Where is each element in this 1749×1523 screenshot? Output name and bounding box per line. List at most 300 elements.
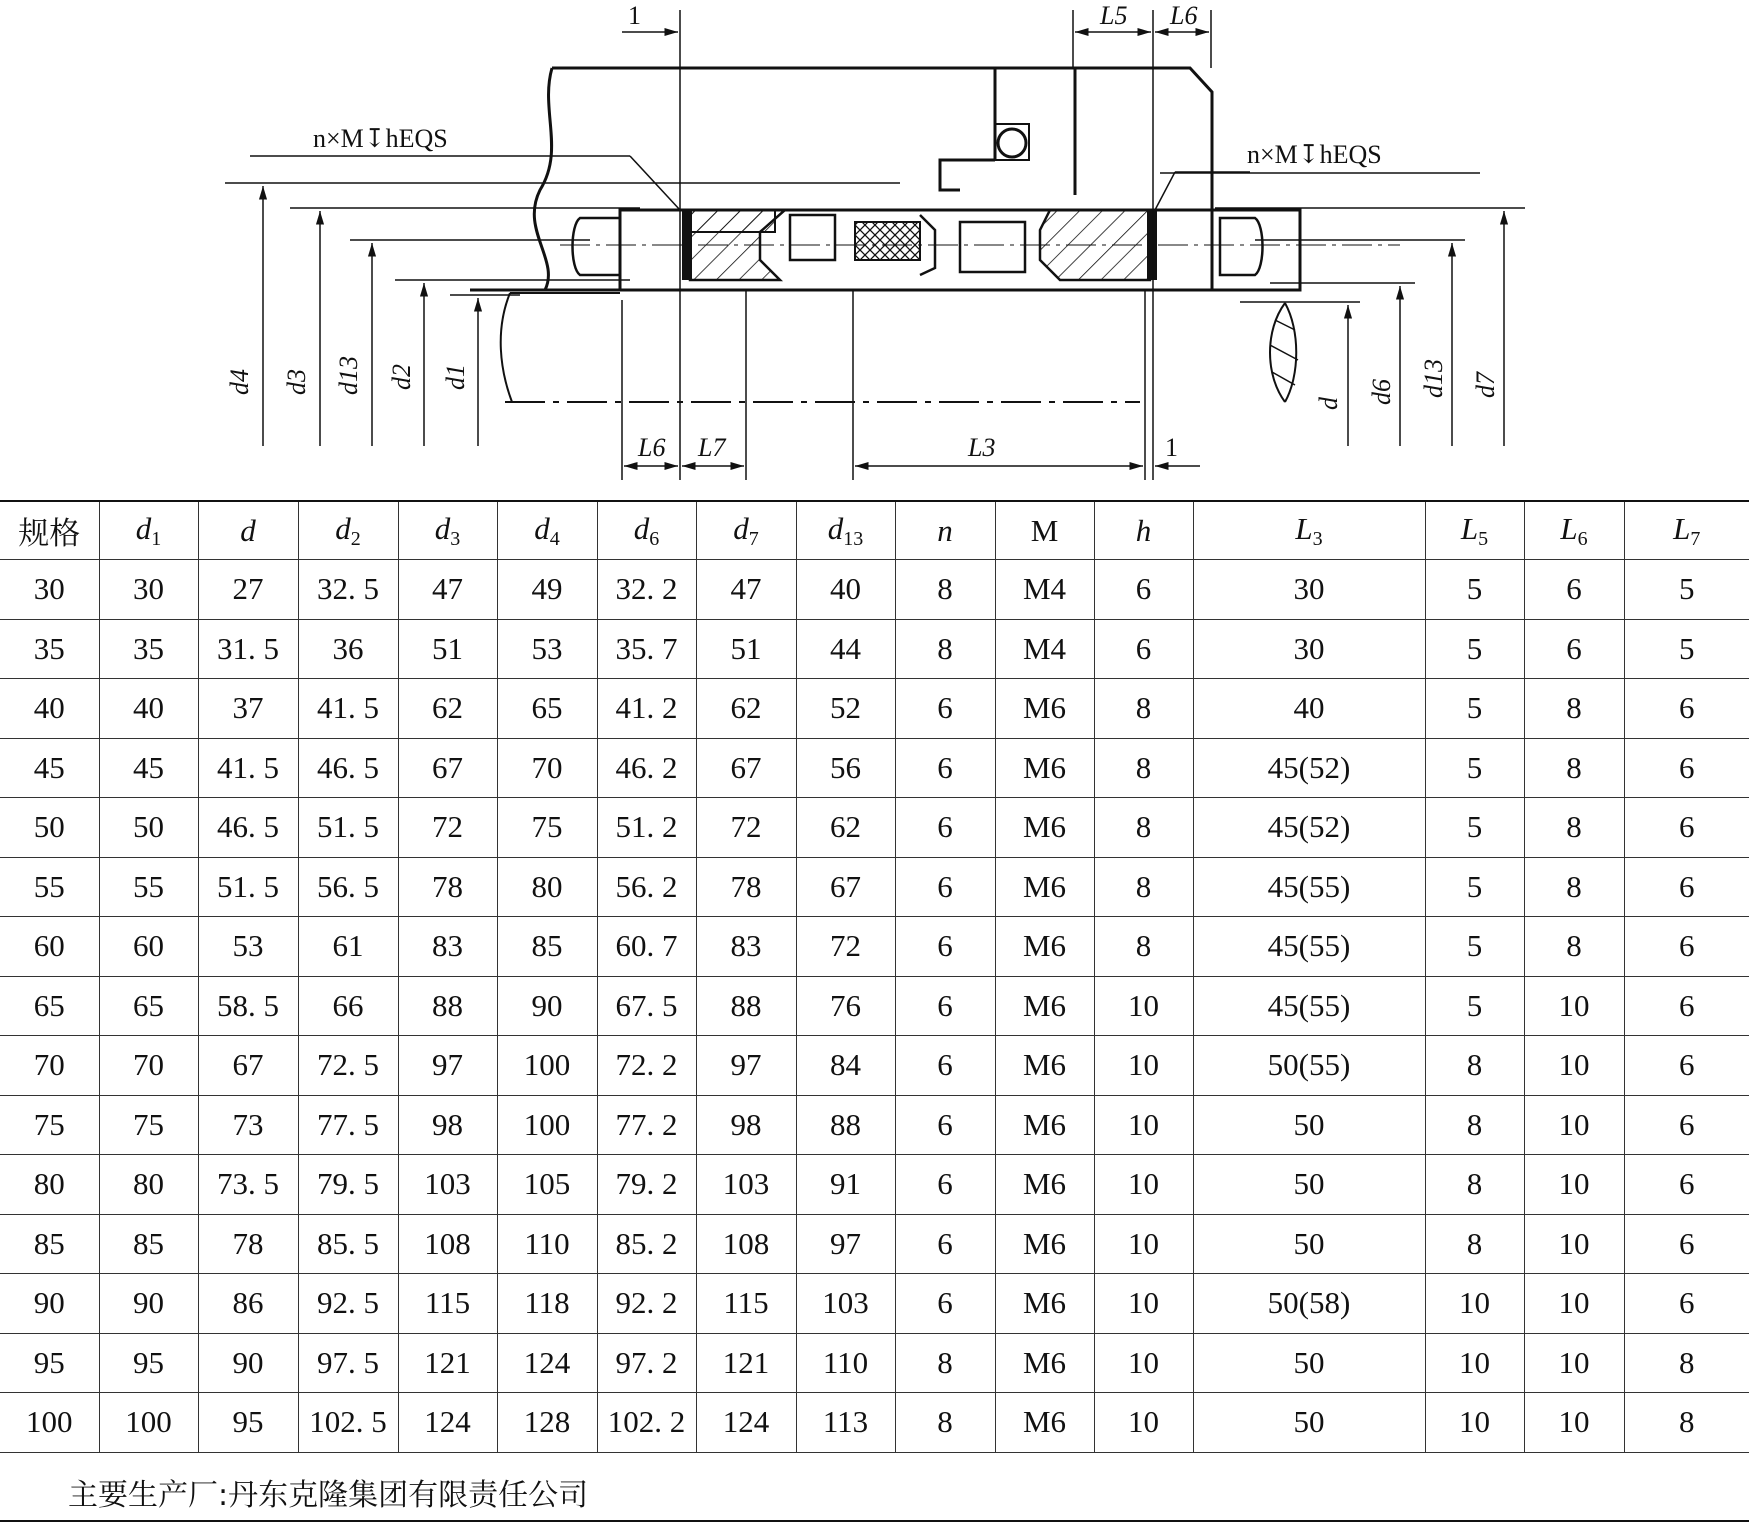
column-header-label: M bbox=[1030, 512, 1059, 548]
table-cell: 124 bbox=[696, 1393, 796, 1453]
table-cell: 67 bbox=[398, 738, 497, 798]
table-cell: 85 bbox=[497, 917, 597, 977]
table-cell: 40 bbox=[796, 560, 895, 620]
table-cell: 6 bbox=[895, 798, 995, 858]
table-cell: 8 bbox=[1094, 679, 1193, 739]
table-cell: 70 bbox=[33, 1047, 65, 1083]
table-cell: 88 bbox=[696, 976, 796, 1036]
table-cell: 8 bbox=[1524, 917, 1624, 977]
column-header-subscript: 5 bbox=[1478, 527, 1489, 550]
column-header-subscript: 3 bbox=[1312, 527, 1323, 550]
table-cell: 84 bbox=[796, 1036, 895, 1096]
table-cell: 50(58) bbox=[1193, 1274, 1425, 1334]
table-cell: 56. 5 bbox=[298, 857, 398, 917]
column-header-label: L bbox=[1460, 510, 1479, 546]
table-cell: 78 bbox=[696, 857, 796, 917]
table-cell: 6 bbox=[1094, 619, 1193, 679]
table-cell: 6 bbox=[1524, 619, 1624, 679]
column-header-label: d bbox=[240, 512, 256, 548]
table-cell: 45(52) bbox=[1193, 738, 1425, 798]
table-cell: M6 bbox=[995, 1274, 1094, 1334]
table-cell: 5 bbox=[1624, 619, 1749, 679]
table-cell: 27 bbox=[198, 560, 298, 620]
column-header bbox=[895, 501, 995, 560]
table-cell: 30 bbox=[1193, 619, 1425, 679]
table-cell: 51. 5 bbox=[298, 798, 398, 858]
column-header-label: 规格 bbox=[18, 516, 81, 551]
table-cell: 47 bbox=[398, 560, 497, 620]
table-cell: 75 bbox=[497, 798, 597, 858]
table-cell: 118 bbox=[497, 1274, 597, 1334]
table-cell: 72. 5 bbox=[298, 1036, 398, 1096]
table-cell: 77. 5 bbox=[298, 1095, 398, 1155]
table-cell: M6 bbox=[995, 1214, 1094, 1274]
table-cell: 52 bbox=[796, 679, 895, 739]
dim-L6-bottom: L6 bbox=[638, 433, 666, 462]
table-cell: 95 bbox=[99, 1333, 198, 1393]
table-cell: 121 bbox=[398, 1333, 497, 1393]
table-row bbox=[0, 857, 1749, 917]
table-cell: 6 bbox=[1624, 917, 1749, 977]
table-cell: 75 bbox=[99, 1095, 198, 1155]
table-cell: 108 bbox=[398, 1214, 497, 1274]
table-cell: M6 bbox=[995, 1155, 1094, 1215]
table-cell: 83 bbox=[398, 917, 497, 977]
table-cell: 40 bbox=[33, 690, 65, 726]
table-cell: 85. 2 bbox=[597, 1214, 696, 1274]
table-cell: 51. 5 bbox=[198, 857, 298, 917]
table-cell: 35 bbox=[33, 630, 65, 666]
table-cell: 32. 5 bbox=[298, 560, 398, 620]
table-cell: 88 bbox=[398, 976, 497, 1036]
table-cell: 30 bbox=[1193, 560, 1425, 620]
table-cell: 10 bbox=[1425, 1393, 1524, 1453]
table-cell: 8 bbox=[1624, 1333, 1749, 1393]
table-cell: M6 bbox=[995, 738, 1094, 798]
table-cell: M6 bbox=[995, 976, 1094, 1036]
table-cell: 128 bbox=[497, 1393, 597, 1453]
table-row bbox=[0, 798, 1749, 858]
footer bbox=[0, 1458, 1749, 1522]
table-cell: 37 bbox=[198, 679, 298, 739]
table-cell: 8 bbox=[1524, 738, 1624, 798]
table-cell: 45(55) bbox=[1193, 917, 1425, 977]
table-cell: 97. 2 bbox=[597, 1333, 696, 1393]
column-header bbox=[796, 501, 895, 560]
seal-rings bbox=[560, 210, 1400, 290]
table-cell: 6 bbox=[895, 1095, 995, 1155]
table-cell: 6 bbox=[895, 1214, 995, 1274]
table-cell: 100 bbox=[26, 1404, 73, 1440]
column-header bbox=[1624, 501, 1749, 560]
table-cell: 6 bbox=[1624, 1095, 1749, 1155]
table-cell: 6 bbox=[895, 1155, 995, 1215]
table-cell: 6 bbox=[1624, 679, 1749, 739]
column-header-label: d bbox=[733, 510, 749, 546]
table-cell: 10 bbox=[1524, 1036, 1624, 1096]
column-header-label: L bbox=[1560, 510, 1578, 546]
table-cell: 110 bbox=[796, 1333, 895, 1393]
table-row bbox=[0, 679, 1749, 739]
table-cell: 80 bbox=[33, 1166, 65, 1202]
table-cell: 36 bbox=[298, 619, 398, 679]
table-cell: 6 bbox=[1624, 1214, 1749, 1274]
column-header bbox=[198, 501, 298, 560]
table-cell: 92. 2 bbox=[597, 1274, 696, 1334]
dim-d3: d3 bbox=[282, 369, 311, 395]
shaft bbox=[501, 293, 1298, 402]
table-cell: 115 bbox=[398, 1274, 497, 1334]
table-header-row bbox=[0, 501, 1749, 560]
table-cell: 103 bbox=[796, 1274, 895, 1334]
table-cell: 98 bbox=[696, 1095, 796, 1155]
column-header bbox=[995, 501, 1094, 560]
table-cell: 103 bbox=[398, 1155, 497, 1215]
table-cell: 8 bbox=[1425, 1214, 1524, 1274]
table-cell: 51 bbox=[696, 619, 796, 679]
table-cell: 6 bbox=[1624, 976, 1749, 1036]
table-cell: 97 bbox=[696, 1036, 796, 1096]
table-cell: 10 bbox=[1094, 976, 1193, 1036]
table-cell: 80 bbox=[497, 857, 597, 917]
callout-left: n×M↧hEQS bbox=[313, 124, 448, 153]
table-cell: 98 bbox=[398, 1095, 497, 1155]
manufacturer-note: 主要生产厂:丹东克隆集团有限责任公司 bbox=[68, 1478, 589, 1513]
table-cell: 85 bbox=[33, 1225, 65, 1261]
table-cell: 124 bbox=[497, 1333, 597, 1393]
table-cell: 5 bbox=[1425, 976, 1524, 1036]
table-cell: M6 bbox=[995, 798, 1094, 858]
table-cell: 45(55) bbox=[1193, 857, 1425, 917]
table-cell: 50 bbox=[99, 798, 198, 858]
table-cell: 77. 2 bbox=[597, 1095, 696, 1155]
dim-d6: d6 bbox=[1367, 379, 1396, 405]
table-cell: 50 bbox=[1193, 1155, 1425, 1215]
table-cell: 72 bbox=[696, 798, 796, 858]
table-cell: 56 bbox=[796, 738, 895, 798]
table-cell: 79. 2 bbox=[597, 1155, 696, 1215]
column-header-label: d bbox=[135, 510, 152, 546]
table-cell: 8 bbox=[1094, 917, 1193, 977]
column-header-label: d bbox=[827, 510, 844, 546]
table-cell: 6 bbox=[895, 1036, 995, 1096]
table-cell: 10 bbox=[1524, 1274, 1624, 1334]
table-cell: 100 bbox=[497, 1036, 597, 1096]
table-cell: 62 bbox=[796, 798, 895, 858]
table-row bbox=[0, 1333, 1749, 1393]
table-cell: 40 bbox=[99, 679, 198, 739]
table-cell: 10 bbox=[1425, 1274, 1524, 1334]
table-cell: 8 bbox=[1094, 738, 1193, 798]
table-cell: M6 bbox=[995, 1393, 1094, 1453]
table-cell: 10 bbox=[1524, 1095, 1624, 1155]
table-cell: 10 bbox=[1094, 1036, 1193, 1096]
table-cell: 30 bbox=[33, 571, 65, 607]
dim-1-bottom: 1 bbox=[1165, 433, 1178, 462]
table-cell: 67 bbox=[796, 857, 895, 917]
table-row bbox=[0, 1393, 1749, 1453]
table-cell: 49 bbox=[497, 560, 597, 620]
table-cell: 8 bbox=[895, 1393, 995, 1453]
table-cell: M6 bbox=[995, 679, 1094, 739]
table-cell: 78 bbox=[198, 1214, 298, 1274]
table-cell: 50 bbox=[33, 809, 65, 845]
table-cell: 8 bbox=[1624, 1393, 1749, 1453]
table-cell: 70 bbox=[99, 1036, 198, 1096]
table-cell: 30 bbox=[99, 560, 198, 620]
column-header bbox=[696, 501, 796, 560]
column-header-subscript: 3 bbox=[450, 527, 461, 550]
table-cell: 8 bbox=[895, 1333, 995, 1393]
table-cell: M6 bbox=[995, 1333, 1094, 1393]
table-row bbox=[0, 917, 1749, 977]
table-cell: 75 bbox=[33, 1106, 65, 1142]
table-cell: 66 bbox=[298, 976, 398, 1036]
column-header-label: d bbox=[434, 510, 451, 546]
table-cell: 78 bbox=[398, 857, 497, 917]
table-cell: 8 bbox=[895, 619, 995, 679]
table-cell: 6 bbox=[1094, 560, 1193, 620]
table-cell: 6 bbox=[895, 976, 995, 1036]
table-cell: 10 bbox=[1094, 1274, 1193, 1334]
table-cell: 8 bbox=[1425, 1155, 1524, 1215]
column-header-subscript: 6 bbox=[649, 527, 660, 550]
table-row bbox=[0, 619, 1749, 679]
table-cell: 105 bbox=[497, 1155, 597, 1215]
table-cell: 44 bbox=[796, 619, 895, 679]
dim-d13-left: d13 bbox=[334, 356, 363, 395]
table-cell: 6 bbox=[1624, 1036, 1749, 1096]
table-cell: 70 bbox=[497, 738, 597, 798]
column-header bbox=[99, 501, 198, 560]
table-cell: 103 bbox=[696, 1155, 796, 1215]
column-header bbox=[1094, 501, 1193, 560]
table-cell: 67 bbox=[696, 738, 796, 798]
table-cell: 5 bbox=[1425, 619, 1524, 679]
column-header-label: n bbox=[937, 512, 953, 548]
table-cell: 90 bbox=[198, 1333, 298, 1393]
dim-L6-top: L6 bbox=[1170, 1, 1198, 30]
table-cell: 45(52) bbox=[1193, 798, 1425, 858]
table-cell: 8 bbox=[1425, 1036, 1524, 1096]
table-cell: 41. 2 bbox=[597, 679, 696, 739]
table-cell: 124 bbox=[398, 1393, 497, 1453]
table-cell: 51 bbox=[398, 619, 497, 679]
dim-d13-right: d13 bbox=[1419, 359, 1448, 398]
table-cell: 60 bbox=[33, 928, 65, 964]
table-cell: 61 bbox=[298, 917, 398, 977]
o-ring bbox=[998, 129, 1026, 157]
table-cell: 6 bbox=[895, 1274, 995, 1334]
column-header-subscript: 7 bbox=[1690, 527, 1701, 550]
table-cell: 65 bbox=[497, 679, 597, 739]
column-header-label: d bbox=[335, 510, 351, 546]
table-cell: 50 bbox=[1193, 1333, 1425, 1393]
table-cell: 6 bbox=[895, 917, 995, 977]
table-cell: 65 bbox=[33, 987, 65, 1023]
table-cell: 10 bbox=[1524, 1333, 1624, 1393]
table-cell: 62 bbox=[696, 679, 796, 739]
column-header-label: d bbox=[534, 510, 550, 546]
table-cell: 6 bbox=[1624, 857, 1749, 917]
table-cell: 72 bbox=[398, 798, 497, 858]
table-cell: 45 bbox=[99, 738, 198, 798]
column-header bbox=[597, 501, 696, 560]
table-cell: 90 bbox=[99, 1274, 198, 1334]
table-cell: 92. 5 bbox=[298, 1274, 398, 1334]
table-cell: 86 bbox=[198, 1274, 298, 1334]
table-cell: 73. 5 bbox=[198, 1155, 298, 1215]
table-cell: 50 bbox=[1193, 1393, 1425, 1453]
table-cell: 102. 2 bbox=[597, 1393, 696, 1453]
table-cell: 45(55) bbox=[1193, 976, 1425, 1036]
column-header-subscript: 6 bbox=[1577, 527, 1588, 550]
table-cell: M6 bbox=[995, 857, 1094, 917]
table-cell: 10 bbox=[1094, 1095, 1193, 1155]
table-cell: 53 bbox=[497, 619, 597, 679]
table-cell: 79. 5 bbox=[298, 1155, 398, 1215]
column-header-subscript: 2 bbox=[350, 527, 361, 550]
dim-d: d bbox=[1314, 397, 1343, 410]
table-cell: 72. 2 bbox=[597, 1036, 696, 1096]
table-cell: 115 bbox=[696, 1274, 796, 1334]
table-cell: 35. 7 bbox=[597, 619, 696, 679]
table-cell: 85. 5 bbox=[298, 1214, 398, 1274]
callout-right: n×M↧hEQS bbox=[1247, 140, 1382, 169]
table-row bbox=[0, 738, 1749, 798]
specification-table bbox=[0, 500, 1749, 1453]
table-cell: 55 bbox=[99, 857, 198, 917]
table-cell: 41. 5 bbox=[298, 679, 398, 739]
table-cell: M6 bbox=[995, 1036, 1094, 1096]
table-cell: 8 bbox=[1524, 679, 1624, 739]
table-cell: 5 bbox=[1624, 560, 1749, 620]
table-cell: 10 bbox=[1425, 1333, 1524, 1393]
table-cell: 6 bbox=[895, 679, 995, 739]
table-cell: 46. 2 bbox=[597, 738, 696, 798]
table-cell: 73 bbox=[198, 1095, 298, 1155]
table-cell: 102. 5 bbox=[298, 1393, 398, 1453]
table-cell: 53 bbox=[198, 917, 298, 977]
table-row bbox=[0, 1214, 1749, 1274]
table-cell: 8 bbox=[1524, 798, 1624, 858]
column-header-label: h bbox=[1135, 512, 1152, 548]
table-cell: 6 bbox=[895, 857, 995, 917]
table-cell: 46. 5 bbox=[298, 738, 398, 798]
table-cell: 6 bbox=[1624, 798, 1749, 858]
table-cell: 5 bbox=[1425, 857, 1524, 917]
column-header bbox=[398, 501, 497, 560]
table-cell: 72 bbox=[796, 917, 895, 977]
table-cell: 5 bbox=[1425, 798, 1524, 858]
table-cell: 6 bbox=[1624, 738, 1749, 798]
column-header-label: L bbox=[1295, 510, 1313, 546]
table-cell: 90 bbox=[497, 976, 597, 1036]
table-cell: 10 bbox=[1524, 976, 1624, 1036]
table-cell: 10 bbox=[1524, 1214, 1624, 1274]
column-header-label: L bbox=[1673, 510, 1691, 546]
dim-d1: d1 bbox=[441, 364, 470, 390]
table-cell: M6 bbox=[995, 1095, 1094, 1155]
table-cell: 76 bbox=[796, 976, 895, 1036]
table-cell: 110 bbox=[497, 1214, 597, 1274]
table-cell: 10 bbox=[1524, 1155, 1624, 1215]
table-cell: 85 bbox=[99, 1214, 198, 1274]
table-cell: 6 bbox=[1624, 1155, 1749, 1215]
table-cell: 97 bbox=[796, 1214, 895, 1274]
table-cell: 50(55) bbox=[1193, 1036, 1425, 1096]
dim-L7: L7 bbox=[698, 433, 726, 462]
table-cell: 45 bbox=[33, 749, 65, 785]
column-header bbox=[1193, 501, 1425, 560]
table-cell: 31. 5 bbox=[198, 619, 298, 679]
table-row bbox=[0, 1155, 1749, 1215]
table-cell: 95 bbox=[33, 1344, 65, 1380]
column-header-subscript: 4 bbox=[549, 527, 560, 550]
table-row bbox=[0, 1036, 1749, 1096]
table-cell: 40 bbox=[1193, 679, 1425, 739]
table-cell: 41. 5 bbox=[198, 738, 298, 798]
table-cell: 47 bbox=[696, 560, 796, 620]
table-cell: 8 bbox=[895, 560, 995, 620]
seal-cross-section-drawing bbox=[0, 0, 1749, 490]
table-cell: 10 bbox=[1094, 1393, 1193, 1453]
table-cell: 8 bbox=[1425, 1095, 1524, 1155]
table-cell: 113 bbox=[796, 1393, 895, 1453]
table-cell: 91 bbox=[796, 1155, 895, 1215]
dim-d2: d2 bbox=[387, 364, 416, 390]
table-cell: 121 bbox=[696, 1333, 796, 1393]
table-cell: 5 bbox=[1425, 917, 1524, 977]
table-cell: M4 bbox=[995, 560, 1094, 620]
table-cell: 56. 2 bbox=[597, 857, 696, 917]
table-cell: 97 bbox=[398, 1036, 497, 1096]
table-cell: 5 bbox=[1425, 560, 1524, 620]
table-cell: 10 bbox=[1094, 1155, 1193, 1215]
table-row bbox=[0, 560, 1749, 620]
table-cell: 10 bbox=[1524, 1393, 1624, 1453]
column-header bbox=[0, 501, 99, 560]
table-cell: 83 bbox=[696, 917, 796, 977]
table-row bbox=[0, 1095, 1749, 1155]
table-cell: 80 bbox=[99, 1155, 198, 1215]
table-cell: 10 bbox=[1094, 1214, 1193, 1274]
table-cell: 67. 5 bbox=[597, 976, 696, 1036]
table-cell: 67 bbox=[198, 1036, 298, 1096]
table-cell: 97. 5 bbox=[298, 1333, 398, 1393]
table-cell: 32. 2 bbox=[597, 560, 696, 620]
dim-L3: L3 bbox=[968, 433, 996, 462]
table-cell: 10 bbox=[1094, 1333, 1193, 1393]
table-cell: 100 bbox=[497, 1095, 597, 1155]
table-cell: M4 bbox=[995, 619, 1094, 679]
table-cell: 60 bbox=[99, 917, 198, 977]
table-cell: 58. 5 bbox=[198, 976, 298, 1036]
column-header-subscript: 13 bbox=[843, 527, 864, 550]
column-header bbox=[1425, 501, 1524, 560]
column-header bbox=[1524, 501, 1624, 560]
table-cell: 108 bbox=[696, 1214, 796, 1274]
table-cell: 35 bbox=[99, 619, 198, 679]
table-cell: 5 bbox=[1425, 738, 1524, 798]
table-cell: 55 bbox=[33, 868, 65, 904]
table-cell: 6 bbox=[1524, 560, 1624, 620]
column-header-label: d bbox=[633, 510, 650, 546]
table-cell: 46. 5 bbox=[198, 798, 298, 858]
dim-d4: d4 bbox=[225, 369, 254, 395]
table-cell: 5 bbox=[1425, 679, 1524, 739]
dim-1-top: 1 bbox=[628, 1, 641, 30]
